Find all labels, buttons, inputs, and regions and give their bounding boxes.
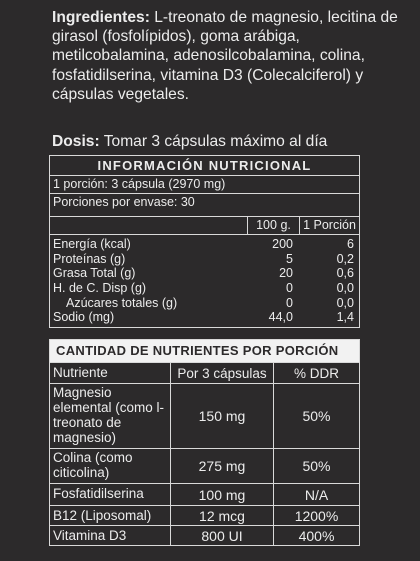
nutrient-name: Magnesio elemental (como l-treonato de magnesio) xyxy=(53,385,165,445)
nutrient-name: Grasa Total (g) xyxy=(53,266,136,281)
dose-instructions: Tomar 3 cápsulas máximo al día xyxy=(99,133,328,150)
nutrition-rows xyxy=(50,235,359,327)
nutrition-column-headers xyxy=(50,216,359,235)
nutrient-name: Sodio (mg) xyxy=(53,310,115,325)
nutrient-ddr: 50% xyxy=(273,449,359,483)
serving-size: 1 porción: 3 cápsula (2970 mg) xyxy=(50,176,359,194)
nutrient-amount: 275 mg xyxy=(170,449,273,483)
header-per-100g: 100 g. xyxy=(247,217,299,234)
value-per-100g: 20 xyxy=(279,266,293,281)
value-per-100g: 0 xyxy=(286,295,293,310)
value-per-portion: 1,4 xyxy=(336,310,354,325)
dose-label: Dosis: xyxy=(52,133,100,150)
header-amount: Por 3 cápsulas xyxy=(170,363,273,383)
nutrition-row xyxy=(50,252,359,267)
nutrient-row xyxy=(50,383,359,448)
nutrient-name: Proteínas (g) xyxy=(53,251,126,266)
nutrient-name: B12 (Liposomal) xyxy=(53,508,152,523)
value-per-100g: 0 xyxy=(286,281,293,296)
nutrition-row xyxy=(50,310,359,325)
nutrition-row xyxy=(50,237,359,252)
nutrition-row xyxy=(50,281,359,296)
header-ddr: % DDR xyxy=(273,363,359,383)
nutrition-facts-table xyxy=(49,155,360,328)
value-per-portion: 6 xyxy=(347,237,354,251)
nutrient-amount: 800 UI xyxy=(170,526,273,545)
nutrient-ddr: 400% xyxy=(273,526,359,545)
nutrients-per-serving-table xyxy=(49,339,360,546)
value-per-100g: 44,0 xyxy=(268,310,293,325)
nutrition-row xyxy=(50,296,359,311)
value-per-portion: 0,0 xyxy=(336,295,354,310)
nutrient-amount: 100 mg xyxy=(170,484,273,505)
nutrient-row xyxy=(50,483,359,505)
servings-per-container: Porciones por envase: 30 xyxy=(53,195,195,209)
nutrient-name: H. de C. Disp (g) xyxy=(53,281,147,296)
value-per-100g: 200 xyxy=(272,237,293,251)
nutrients-header-row xyxy=(50,362,359,383)
nutrient-amount: 12 mcg xyxy=(170,506,273,525)
ingredients-label: Ingredientes: xyxy=(52,9,150,26)
ingredients-text xyxy=(52,8,402,104)
nutrient-ddr: 50% xyxy=(273,384,359,448)
value-per-portion: 0,2 xyxy=(336,251,354,266)
value-per-portion: 0,6 xyxy=(336,266,354,281)
nutrition-title: INFORMACIÓN NUTRICIONAL xyxy=(50,156,359,176)
nutrient-amount: 150 mg xyxy=(170,384,273,448)
nutrient-name: Vitamina D3 xyxy=(53,528,127,543)
nutrition-header-blank xyxy=(50,217,247,234)
nutrient-ddr: N/A xyxy=(273,484,359,505)
nutrient-name: Energía (kcal) xyxy=(53,237,131,251)
nutrition-row xyxy=(50,266,359,281)
nutrient-ddr: 1200% xyxy=(273,506,359,525)
value-per-100g: 5 xyxy=(286,251,293,266)
nutrient-name: Azúcares totales (g) xyxy=(66,295,178,310)
nutrients-table-title: CANTIDAD DE NUTRIENTES POR PORCIÓN xyxy=(50,340,359,362)
ingredients-list: L-treonato de magnesio, lecitina de girasol (fosfolípidos), goma arábiga, metilcobalamina, adenosilcobalamina, colina, fosfatidilserina, vitamina D3 (Colecalciferol) y cápsulas vegetales. xyxy=(52,9,398,103)
nutrient-row xyxy=(50,505,359,525)
nutrient-row xyxy=(50,448,359,483)
nutrient-name: Colina (como citicolina) xyxy=(53,450,133,480)
dose-text xyxy=(52,133,327,151)
value-per-portion: 0,0 xyxy=(336,281,354,296)
nutrient-name: Fosfatidilserina xyxy=(53,486,144,501)
nutrient-row xyxy=(50,525,359,545)
header-per-portion: 1 Porción xyxy=(299,217,359,234)
header-nutrient: Nutriente xyxy=(53,365,108,380)
